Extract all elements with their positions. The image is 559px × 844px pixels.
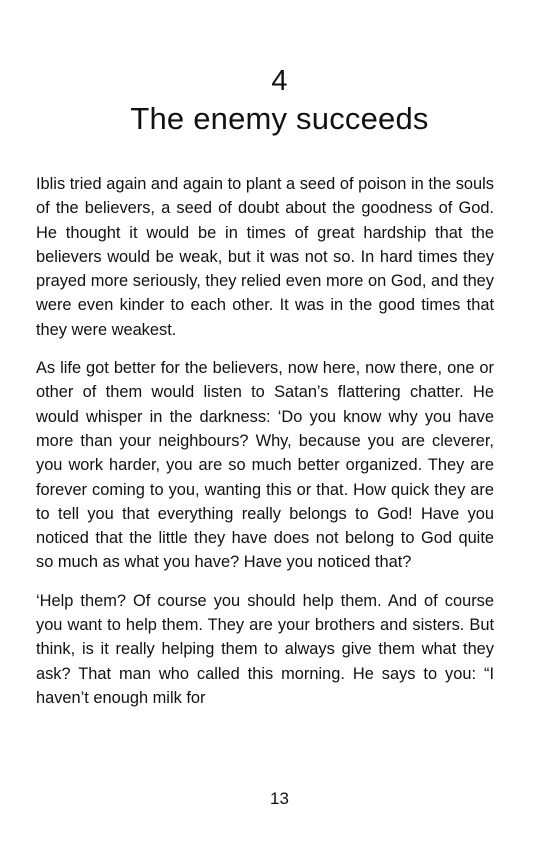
paragraph-3: ‘Help them? Of course you should help them. And of course you want to help them. They are your brothers and sisters. But think, is it really helping them to always give them what they ask? That man who called this morning. He says to you: “I haven’t enough milk for [36,591,494,707]
chapter-body [36,172,494,724]
paragraph-1: Iblis tried again and again to plant a seed of poison in the souls of the believers, a seed of doubt about the goodness of God. He thought it would be in times of great hardship that the believers would be weak, but it was not so. In hard times they prayed more seriously, they relied even more on God, and they were even kinder to each other. It was in the good times that they were weakest. [36,175,494,339]
paragraph-2: As life got better for the believers, now here, now there, one or other of them would listen to Satan’s flattering chatter. He would whisper in the darkness: ‘Do you know why you have more than your neighbours? Why, because you are cleverer, you work harder, you are so much better organized. They are forever coming to you, wanting this or that. How quick they are to tell you that everything really belongs to God! Have you noticed that the little they have does not belong to God quite so much as what you have? Have you noticed that? [36,359,494,572]
page-number: 13 [270,789,289,808]
chapter-number: 4 [271,65,288,97]
chapter-title: The enemy succeeds [130,101,429,136]
